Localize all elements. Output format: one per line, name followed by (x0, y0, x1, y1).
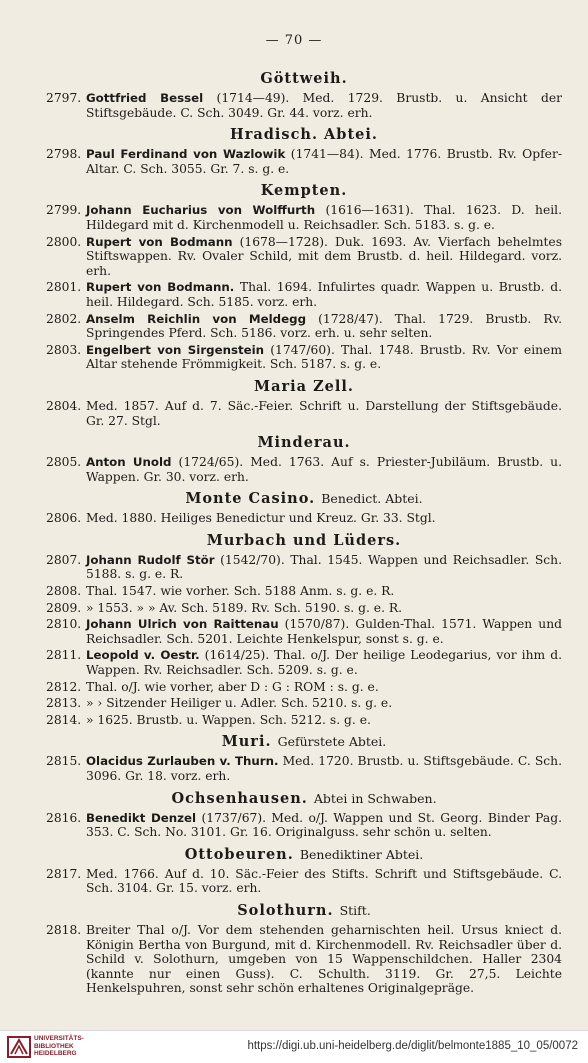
entry-person-name: Benedikt Denzel (86, 810, 197, 825)
section-title: Göttweih. (260, 70, 348, 87)
entry-description (86, 923, 562, 996)
entry-description (86, 811, 562, 840)
entry-description (86, 147, 562, 176)
catalog-entry (46, 617, 562, 646)
section-heading (46, 846, 562, 863)
entry-number: 2800. (46, 234, 82, 249)
entry-text: (1542/70). Thal. 1545. Wappen und Reichsadler. Sch. 5188. s. g. e. R. (86, 552, 562, 582)
entry-description (86, 601, 562, 616)
entry-text: (1614/25). Thal. o/J. Der heilige Leodegarius, vor ihm d. Wappen. Rv. Reichsadler. Sch. 5209. s. g. e. (86, 648, 562, 678)
entry-text: (1678—1728). Duk. 1693. Av. Vierfach behelmtes Stiftswappen. Rv. Ovaler Schild, mit dem Brustb. d. heil. Hildegard. vorz. erh. (86, 234, 563, 278)
catalog-entry (46, 343, 562, 372)
entry-number: 2801. (46, 280, 82, 295)
entry-text: » 1625. Brustb. u. Wappen. Sch. 5212. s. g. e. (86, 712, 371, 727)
entry-number: 2799. (46, 203, 82, 218)
library-logo-text (34, 1035, 84, 1058)
entry-text: (1737/67). Med. o/J. Wappen und St. Georg. Binder Pag. 353. C. Sch. No. 3101. Gr. 16. Originalguss. sehr schön u. selten. (86, 810, 562, 840)
entry-text: Med. 1766. Auf d. 10. Säc.-Feier des Stifts. Schrift und Stiftsgebäude. C. Sch. 3104. Gr. 15. vorz. erh. (86, 866, 562, 896)
catalog-entry (46, 696, 562, 711)
catalog-entry (46, 584, 562, 599)
entry-person-name: Gottfried Bessel (86, 91, 204, 105)
section-title: Hradisch. Abtei. (230, 126, 378, 144)
entry-description (86, 867, 562, 896)
entry-description (86, 280, 562, 309)
entry-text: Med. 1857. Auf d. 7. Säc.-Feier. Schrift u. Darstellung der Stiftsgebäude. Gr. 27. Stgl. (86, 398, 562, 428)
section-heading (46, 182, 562, 199)
entry-person-name: Rupert von Bodmann. (86, 280, 235, 295)
catalog-entry (46, 280, 562, 309)
catalog-entry (46, 455, 562, 484)
logo-line: UNIVERSITÄTS- (34, 1035, 84, 1042)
logo-line: HEIDELBERG (34, 1050, 77, 1057)
entry-text: » › Sitzender Heiliger u. Adler. Sch. 5210. s. g. e. (86, 696, 393, 711)
entry-number: 2798. (46, 147, 82, 162)
logo-line: BIBLIOTHEK (34, 1042, 74, 1050)
section-heading (46, 126, 562, 143)
section-heading (46, 378, 562, 395)
entry-description (86, 235, 562, 279)
catalog-entry (46, 511, 562, 526)
catalog-entry (46, 754, 562, 783)
section-heading (46, 790, 562, 807)
section-title: Muri. (221, 733, 272, 751)
catalog-entry (46, 867, 562, 896)
catalog-entry (46, 235, 562, 279)
entry-text: Thal. 1547. wie vorher. Sch. 5188 Anm. s. g. e. R. (86, 584, 395, 599)
section-title: Monte Casino. (185, 490, 316, 508)
entry-person-name: Paul Ferdinand von Wazlowik (86, 147, 286, 162)
entry-text: Thal. 1694. Infulirtes quadr. Wappen u. Brustb. d. heil. Hildegard. Sch. 5185. vorz. erh. (86, 280, 562, 309)
entry-person-name: Olacidus Zurlauben v. Thurn. (86, 754, 279, 769)
entry-person-name: Rupert von Bodmann (86, 234, 233, 249)
entry-text: » 1553. » » Av. Sch. 5189. Rv. Sch. 5190. s. g. e. R. (86, 600, 403, 615)
entry-person-name: Johann Eucharius von Wolffurth (86, 203, 316, 218)
entry-number: 2818. (46, 922, 82, 937)
entry-text: (1570/87). Gulden-Thal. 1571. Wappen und Reichsadler. Sch. 5201. Leichte Henkelspur, sonst s. g. e. (86, 617, 562, 646)
section-subheading: Gefürstete Abtei. (277, 734, 387, 750)
section-title: Ochsenhausen. (171, 789, 308, 807)
section-heading (46, 532, 562, 549)
entry-number: 2812. (46, 679, 82, 694)
section-heading (46, 733, 562, 750)
entry-person-name: Leopold v. Oestr. (86, 648, 200, 663)
entry-number: 2809. (46, 600, 82, 615)
section-subheading: Benedict. Abtei. (321, 491, 423, 507)
catalog-entry (46, 713, 562, 728)
catalog-entry (46, 923, 562, 996)
entry-description (86, 648, 562, 677)
section-title: Ottobeuren. (184, 845, 294, 863)
section-heading (46, 902, 562, 919)
entry-description (86, 399, 562, 428)
catalog-entry (46, 680, 562, 695)
entry-number: 2808. (46, 584, 82, 599)
section-title: Solothurn. (237, 901, 334, 919)
entry-description (86, 91, 562, 120)
catalog-entry (46, 811, 562, 840)
section-title: Maria Zell. (254, 377, 354, 395)
entry-number: 2797. (46, 91, 82, 105)
entry-description (86, 343, 562, 372)
entry-description (86, 680, 562, 695)
entry-person-name: Engelbert von Sirgenstein (86, 342, 265, 357)
entry-text: (1747/60). Thal. 1748. Brustb. Rv. Vor einem Altar stehende Frömmigkeit. Sch. 5187. s. g. e. (86, 342, 563, 372)
entry-description (86, 584, 562, 599)
entry-number: 2805. (46, 455, 82, 470)
section-title: Minderau. (257, 434, 351, 452)
entry-number: 2807. (46, 552, 82, 567)
entry-number: 2817. (46, 866, 82, 881)
section-heading (46, 434, 562, 451)
section-title: Murbach und Lüders. (206, 531, 402, 549)
catalog-entry (46, 91, 562, 120)
section-subheading: Abtei in Schwaben. (313, 790, 437, 806)
section-subheading: Benediktiner Abtei. (299, 846, 424, 862)
entry-person-name: Johann Ulrich von Raittenau (86, 617, 279, 632)
entry-text: Thal. o/J. wie vorher, aber D : G : ROM : s. g. e. (86, 679, 379, 694)
entry-number: 2802. (46, 311, 82, 326)
catalog-entry (46, 648, 562, 677)
entry-text: Breiter Thal o/J. Vor dem stehenden geharnischten heil. Ursus kniect d. Königin Bertha von Burgund, mit d. Kirchenmodell. Rv. Reichsadler über d. Schild v. Solothurn, umgeben von 15 Wappenschildchen. Haller 2304 (kannte nur einen Guss). C. Schulth. 3119. Gr. 27,5. Leichte Henkelspuhren, sonst sehr schön erhaltenes Originalgepräge. (86, 922, 562, 996)
page-number: — 70 — (265, 33, 323, 48)
university-library-logo-icon (6, 1034, 32, 1060)
permalink-url[interactable]: https://digi.ub.uni-heidelberg.de/diglit/belmonte1885_10_05/0072 (247, 1040, 578, 1052)
entry-number: 2806. (46, 511, 82, 526)
entry-description (86, 511, 562, 526)
viewer-footer (0, 1030, 588, 1063)
section-subheading: Stift. (339, 902, 371, 918)
entry-number: 2803. (46, 342, 82, 357)
entry-description (86, 754, 562, 783)
entry-text: (1741—84). Med. 1776. Brustb. Rv. Opfer-Altar. C. Sch. 3055. Gr. 7. s. g. e. (86, 147, 562, 176)
catalog-entry (46, 312, 562, 341)
entry-number: 2814. (46, 712, 82, 727)
entry-description (86, 696, 562, 711)
entry-number: 2811. (46, 648, 82, 663)
entry-person-name: Anton Unold (86, 455, 172, 470)
catalog-entry (46, 601, 562, 616)
entry-text: Med. 1720. Brustb. u. Stiftsgebäude. C. Sch. 3096. Gr. 18. vorz. erh. (86, 754, 562, 783)
entry-text: Med. 1880. Heiliges Benedictur und Kreuz. Gr. 33. Stgl. (86, 511, 436, 526)
entry-description (86, 553, 562, 582)
entry-description (86, 312, 562, 341)
entry-description (86, 617, 562, 646)
entry-text: (1728/47). Thal. 1729. Brustb. Rv. Springendes Pferd. Sch. 5186. vorz. erh. u. sehr selten. (86, 311, 563, 341)
catalog-content (46, 64, 562, 998)
entry-person-name: Anselm Reichlin von Meldegg (86, 311, 307, 326)
entry-description (86, 203, 562, 232)
catalog-entry (46, 147, 562, 176)
entry-description (86, 713, 562, 728)
section-heading (46, 490, 562, 507)
section-heading (46, 70, 562, 87)
catalog-entry (46, 399, 562, 428)
entry-person-name: Johann Rudolf Stör (86, 552, 215, 567)
catalog-entry (46, 553, 562, 582)
entry-text: (1724/65). Med. 1763. Auf s. Priester-Jubiläum. Brustb. u. Wappen. Gr. 30. vorz. erh. (86, 455, 562, 484)
entry-text: (1616—1631). Thal. 1623. D. heil. Hildegard mit d. Kirchenmodell u. Reichsadler. Sch. 5183. s. g. e. (86, 203, 563, 232)
entry-number: 2813. (46, 696, 82, 711)
entry-text: (1714—49). Med. 1729. Brustb. u. Ansicht der Stiftsgebäude. C. Sch. 3049. Gr. 44. vorz. erh. (86, 91, 562, 120)
entry-number: 2815. (46, 754, 82, 769)
entry-description (86, 455, 562, 484)
entry-number: 2816. (46, 810, 82, 825)
entry-number: 2804. (46, 398, 82, 413)
entry-number: 2810. (46, 617, 82, 632)
catalog-entry (46, 203, 562, 232)
section-title: Kempten. (260, 182, 348, 200)
